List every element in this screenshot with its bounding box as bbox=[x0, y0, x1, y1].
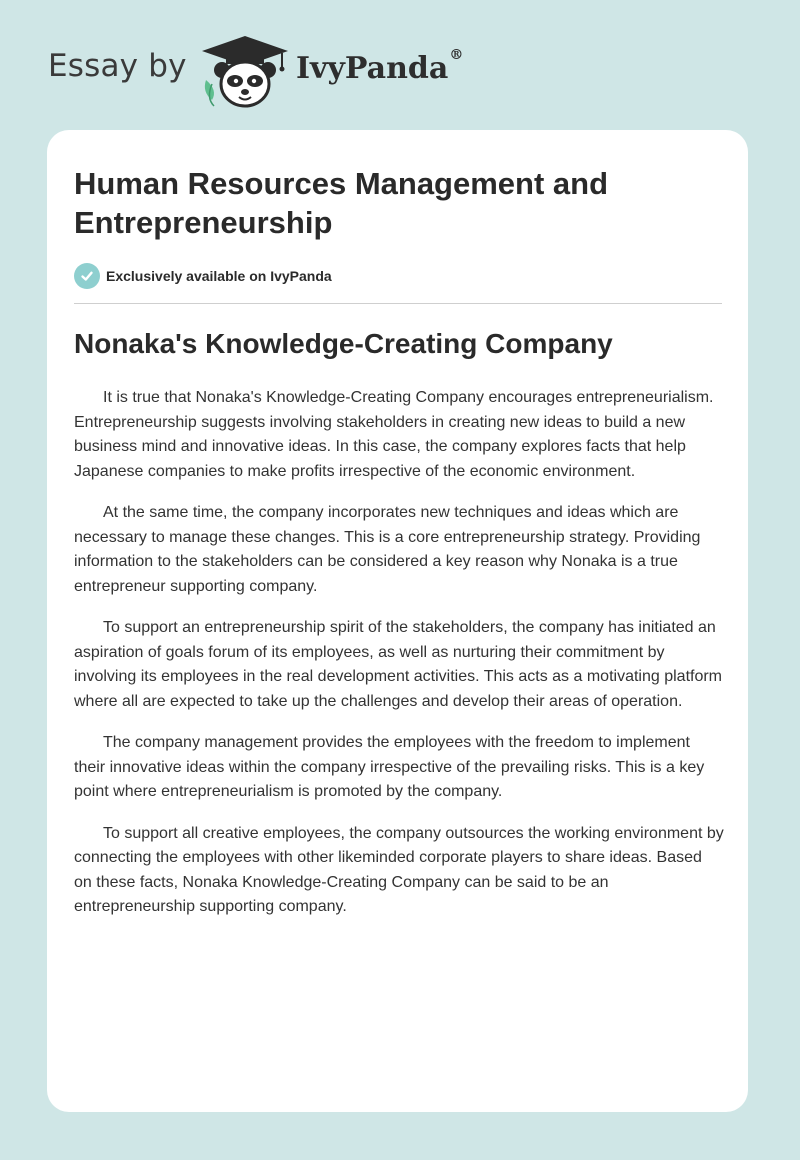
paragraph: To support all creative employees, the company outsources the working environment by connecting the employees with other likeminded corporate players to share ideas. Based on these facts, Nonaka Knowledge-Creating Company can be said to be an entrepreneurship supporting company. bbox=[74, 824, 724, 915]
panda-graduate-icon[interactable] bbox=[200, 34, 290, 110]
check-icon bbox=[74, 263, 100, 289]
site-header bbox=[0, 0, 800, 130]
essay-card bbox=[47, 130, 748, 1112]
paragraph: To support an entrepreneurship spirit of the stakeholders, the company has initiated an aspiration of goals forum of its employees, as well as nurturing their commitment by involving its employees in the real development activities. This acts as a motivating platform where all are expected to take up the challenges and develop their areas of operation. bbox=[74, 619, 723, 710]
paragraph: It is true that Nonaka's Knowledge-Creating Company encourages entrepreneurialism. Entrepreneurship suggests involving stakeholders in creating new ideas to build a new business mind and innovative ideas. In this case, the company explores facts that help Japanese companies to make profits irrespective of the economic environment. bbox=[74, 389, 714, 480]
registered-mark: ® bbox=[449, 47, 464, 63]
essay-body bbox=[74, 386, 724, 937]
divider bbox=[74, 303, 722, 304]
brand-name[interactable] bbox=[296, 47, 464, 86]
paragraph: The company management provides the employees with the freedom to implement their innovative ideas within the company irrespective of the prevailing risks. This is a key point where entrepreneurialism is promoted by the company. bbox=[74, 734, 705, 800]
section-heading: Nonaka's Knowledge-Creating Company bbox=[74, 328, 613, 359]
exclusive-label: Exclusively available on IvyPanda bbox=[106, 268, 332, 284]
document-title: Human Resources Management and Entrepreneurship bbox=[74, 166, 609, 240]
essay-by-label: Essay by bbox=[48, 48, 187, 84]
exclusive-badge bbox=[74, 263, 332, 289]
paragraph: At the same time, the company incorporates new techniques and ideas which are necessary to manage these changes. This is a core entrepreneurship strategy. Providing information to the stakeholders can be considered a key reason why Nonaka is a true entrepreneur supporting company. bbox=[74, 504, 701, 595]
brand-name-text: IvyPanda bbox=[296, 51, 449, 86]
